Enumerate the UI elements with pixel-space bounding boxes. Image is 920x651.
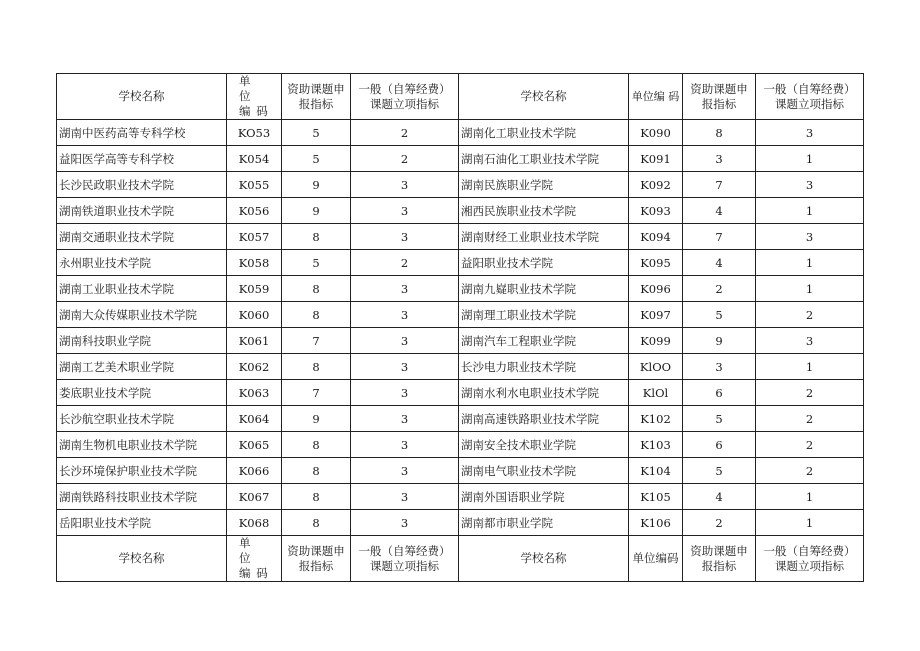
footer-general-quota: 一般（自筹经费）课题立项指标	[351, 536, 459, 582]
header-row-top	[57, 74, 864, 120]
unit-code-cell: K094	[629, 224, 683, 250]
funded-quota-cell: 4	[683, 250, 756, 276]
unit-code-cell: K093	[629, 198, 683, 224]
general-quota-cell: 3	[351, 172, 459, 198]
footer-funded-quota-right: 资助课题申报指标	[683, 536, 756, 582]
footer-school-name-right: 学校名称	[459, 536, 629, 582]
general-quota-cell: 3	[351, 302, 459, 328]
funded-quota-cell: 8	[683, 120, 756, 146]
funded-quota-cell: 7	[683, 224, 756, 250]
general-quota-cell: 3	[351, 276, 459, 302]
general-quota-cell: 2	[756, 432, 864, 458]
table-row	[57, 198, 864, 224]
school-name-cell: 湖南铁道职业技术学院	[57, 198, 227, 224]
general-quota-cell: 2	[351, 120, 459, 146]
header-row-bottom	[57, 536, 864, 582]
header-school-name-right: 学校名称	[459, 74, 629, 120]
funded-quota-cell: 6	[683, 432, 756, 458]
general-quota-cell: 3	[756, 172, 864, 198]
general-quota-cell: 2	[351, 146, 459, 172]
unit-code-cell: K102	[629, 406, 683, 432]
funded-quota-cell: 2	[683, 276, 756, 302]
unit-code-cell: K106	[629, 510, 683, 536]
header-unit-code: 单 位 编码	[227, 74, 282, 120]
general-quota-cell: 3	[351, 406, 459, 432]
school-name-cell: 湖南科技职业学院	[57, 328, 227, 354]
funded-quota-cell: 9	[282, 172, 351, 198]
table-row	[57, 120, 864, 146]
general-quota-cell: 1	[756, 198, 864, 224]
unit-code-cell: K061	[227, 328, 282, 354]
footer-unit-code-right: 单位编码	[629, 536, 683, 582]
school-name-cell: 湖南高速铁路职业技术学院	[459, 406, 629, 432]
funded-quota-cell: 5	[683, 406, 756, 432]
unit-code-cell: KlOO	[629, 354, 683, 380]
unit-code-cell: K099	[629, 328, 683, 354]
general-quota-cell: 2	[756, 302, 864, 328]
general-quota-cell: 3	[351, 484, 459, 510]
general-quota-cell: 1	[756, 146, 864, 172]
funded-quota-cell: 8	[282, 484, 351, 510]
unit-code-cell: K065	[227, 432, 282, 458]
school-name-cell: 湖南大众传媒职业技术学院	[57, 302, 227, 328]
school-name-cell: 湖南九嶷职业技术学院	[459, 276, 629, 302]
general-quota-cell: 2	[351, 250, 459, 276]
general-quota-cell: 2	[756, 458, 864, 484]
general-quota-cell: 1	[756, 250, 864, 276]
unit-code-cell: K066	[227, 458, 282, 484]
funded-quota-cell: 8	[282, 276, 351, 302]
unit-code-cell: K055	[227, 172, 282, 198]
footer-funded-quota: 资助课题申报指标	[282, 536, 351, 582]
header-school-name: 学校名称	[57, 74, 227, 120]
funded-quota-cell: 7	[282, 328, 351, 354]
general-quota-cell: 3	[351, 380, 459, 406]
school-name-cell: 湖南生物机电职业技术学院	[57, 432, 227, 458]
general-quota-cell: 1	[756, 484, 864, 510]
unit-code-cell: K067	[227, 484, 282, 510]
funded-quota-cell: 2	[683, 510, 756, 536]
school-name-cell: 湖南外国语职业学院	[459, 484, 629, 510]
unit-code-cell: K064	[227, 406, 282, 432]
table-row	[57, 146, 864, 172]
general-quota-cell: 3	[351, 198, 459, 224]
table-row	[57, 250, 864, 276]
unit-code-cell: K059	[227, 276, 282, 302]
header-general-quota-right: 一般（自筹经费）课题立项指标	[756, 74, 864, 120]
school-name-cell: 益阳职业技术学院	[459, 250, 629, 276]
funded-quota-cell: 4	[683, 198, 756, 224]
table-row	[57, 224, 864, 250]
funded-quota-cell: 8	[282, 510, 351, 536]
school-name-cell: 湖南交通职业技术学院	[57, 224, 227, 250]
header-unit-code-right: 单位编 码	[629, 74, 683, 120]
school-name-cell: 长沙电力职业技术学院	[459, 354, 629, 380]
funded-quota-cell: 5	[282, 250, 351, 276]
general-quota-cell: 3	[351, 432, 459, 458]
unit-code-cell: K057	[227, 224, 282, 250]
table-row	[57, 406, 864, 432]
school-name-cell: 湖南汽车工程职业学院	[459, 328, 629, 354]
table-row	[57, 276, 864, 302]
funded-quota-cell: 9	[282, 406, 351, 432]
school-name-cell: 永州职业技术学院	[57, 250, 227, 276]
unit-code-cell: K058	[227, 250, 282, 276]
funded-quota-cell: 4	[683, 484, 756, 510]
school-name-cell: 湖南化工职业技术学院	[459, 120, 629, 146]
funded-quota-cell: 5	[282, 120, 351, 146]
school-name-cell: 湖南安全技术职业学院	[459, 432, 629, 458]
funded-quota-cell: 8	[282, 224, 351, 250]
unit-code-cell: K091	[629, 146, 683, 172]
funded-quota-cell: 5	[282, 146, 351, 172]
header-funded-quota-right: 资助课题申报指标	[683, 74, 756, 120]
unit-code-cell: KlOl	[629, 380, 683, 406]
funded-quota-cell: 8	[282, 302, 351, 328]
table-row	[57, 484, 864, 510]
funded-quota-cell: 9	[683, 328, 756, 354]
general-quota-cell: 1	[756, 276, 864, 302]
unit-code-cell: K063	[227, 380, 282, 406]
unit-code-cell: K105	[629, 484, 683, 510]
funded-quota-cell: 3	[683, 354, 756, 380]
unit-code-cell: K068	[227, 510, 282, 536]
footer-general-quota-right: 一般（自筹经费）课题立项指标	[756, 536, 864, 582]
footer-school-name: 学校名称	[57, 536, 227, 582]
funded-quota-cell: 8	[282, 354, 351, 380]
unit-code-cell: K103	[629, 432, 683, 458]
table-row	[57, 328, 864, 354]
general-quota-cell: 2	[756, 380, 864, 406]
school-name-cell: 益阳医学高等专科学校	[57, 146, 227, 172]
table-row	[57, 302, 864, 328]
general-quota-cell: 3	[351, 354, 459, 380]
table-row	[57, 380, 864, 406]
school-name-cell: 岳阳职业技术学院	[57, 510, 227, 536]
school-name-cell: 湖南水利水电职业技术学院	[459, 380, 629, 406]
school-name-cell: 娄底职业技术学院	[57, 380, 227, 406]
unit-code-cell: K104	[629, 458, 683, 484]
general-quota-cell: 3	[756, 224, 864, 250]
table-row	[57, 172, 864, 198]
table-row	[57, 354, 864, 380]
school-name-cell: 湖南都市职业学院	[459, 510, 629, 536]
general-quota-cell: 1	[756, 510, 864, 536]
funded-quota-cell: 5	[683, 302, 756, 328]
general-quota-cell: 2	[756, 406, 864, 432]
general-quota-cell: 3	[351, 328, 459, 354]
unit-code-cell: K095	[629, 250, 683, 276]
school-name-cell: 长沙民政职业技术学院	[57, 172, 227, 198]
general-quota-cell: 1	[756, 354, 864, 380]
unit-code-cell: K096	[629, 276, 683, 302]
school-name-cell: 湘西民族职业技术学院	[459, 198, 629, 224]
school-name-cell: 湖南工业职业技术学院	[57, 276, 227, 302]
table-row	[57, 458, 864, 484]
unit-code-cell: K056	[227, 198, 282, 224]
unit-code-cell: K062	[227, 354, 282, 380]
general-quota-cell: 3	[351, 224, 459, 250]
table-row	[57, 432, 864, 458]
funded-quota-cell: 7	[683, 172, 756, 198]
footer-unit-code: 单 位 编码	[227, 536, 282, 582]
school-name-cell: 湖南电气职业技术学院	[459, 458, 629, 484]
unit-code-cell: K060	[227, 302, 282, 328]
school-name-cell: 湖南理工职业技术学院	[459, 302, 629, 328]
quota-table	[56, 73, 864, 582]
unit-code-cell: K092	[629, 172, 683, 198]
general-quota-cell: 3	[351, 458, 459, 484]
unit-code-cell: K090	[629, 120, 683, 146]
unit-code-cell: K054	[227, 146, 282, 172]
school-name-cell: 湖南财经工业职业技术学院	[459, 224, 629, 250]
school-name-cell: 长沙航空职业技术学院	[57, 406, 227, 432]
funded-quota-cell: 7	[282, 380, 351, 406]
funded-quota-cell: 8	[282, 458, 351, 484]
general-quota-cell: 3	[756, 120, 864, 146]
table-row	[57, 510, 864, 536]
funded-quota-cell: 3	[683, 146, 756, 172]
general-quota-cell: 3	[756, 328, 864, 354]
school-name-cell: 长沙环境保护职业技术学院	[57, 458, 227, 484]
school-name-cell: 湖南中医药高等专科学校	[57, 120, 227, 146]
school-name-cell: 湖南石油化工职业技术学院	[459, 146, 629, 172]
school-name-cell: 湖南铁路科技职业技术学院	[57, 484, 227, 510]
funded-quota-cell: 5	[683, 458, 756, 484]
funded-quota-cell: 8	[282, 432, 351, 458]
school-name-cell: 湖南民族职业学院	[459, 172, 629, 198]
funded-quota-cell: 9	[282, 198, 351, 224]
unit-code-cell: K097	[629, 302, 683, 328]
general-quota-cell: 3	[351, 510, 459, 536]
unit-code-cell: KO53	[227, 120, 282, 146]
header-funded-quota: 资助课题申报指标	[282, 74, 351, 120]
header-general-quota: 一般（自筹经费）课题立项指标	[351, 74, 459, 120]
school-name-cell: 湖南工艺美术职业学院	[57, 354, 227, 380]
funded-quota-cell: 6	[683, 380, 756, 406]
